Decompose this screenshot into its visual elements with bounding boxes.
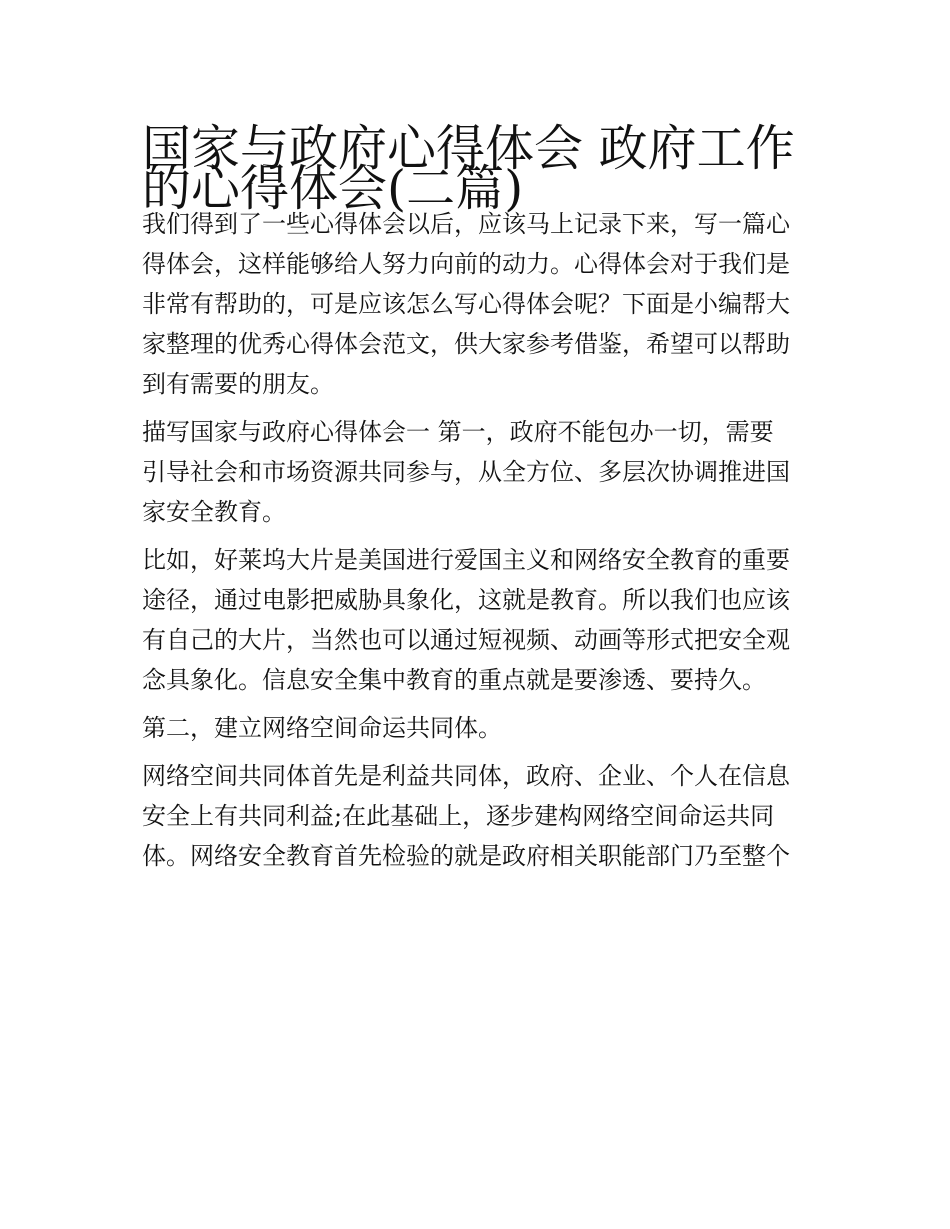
title-line: 的心得体会(二篇) xyxy=(142,160,524,217)
text-line: 体。网络安全教育首先检验的就是政府相关职能部门乃至整个 xyxy=(142,842,790,870)
title-line: 国家与政府心得体会 政府工作 xyxy=(142,120,795,177)
text-line: 我们得到了一些心得体会以后，应该马上记录下来，写一篇心 xyxy=(142,210,790,238)
paragraph-intro xyxy=(142,204,814,404)
document-title xyxy=(142,114,814,217)
text-line: 有自己的大片，当然也可以通过短视频、动画等形式把安全观 xyxy=(142,626,790,654)
document-content xyxy=(142,114,814,876)
text-line: 到有需要的朋友。 xyxy=(142,370,334,398)
text-line: 得体会，这样能够给人努力向前的动力。心得体会对于我们是 xyxy=(142,250,790,278)
text-line: 第二，建立网络空间命运共同体。 xyxy=(142,714,502,742)
document-body xyxy=(142,204,814,876)
text-line: 途径，通过电影把威胁具象化，这就是教育。所以我们也应该 xyxy=(142,586,790,614)
paragraph-first-point xyxy=(142,412,814,532)
paragraph-second-point xyxy=(142,708,814,748)
text-line: 引导社会和市场资源共同参与，从全方位、多层次协调推进国 xyxy=(142,458,790,486)
paragraph-community xyxy=(142,756,814,876)
text-line: 家安全教育。 xyxy=(142,498,286,526)
text-line: 安全上有共同利益;在此基础上，逐步建构网络空间命运共同 xyxy=(142,802,775,830)
text-line: 比如，好莱坞大片是美国进行爱国主义和网络安全教育的重要 xyxy=(142,546,790,574)
text-line: 念具象化。信息安全集中教育的重点就是要渗透、要持久。 xyxy=(142,666,766,694)
text-line: 网络空间共同体首先是利益共同体，政府、企业、个人在信息 xyxy=(142,762,790,790)
text-line: 家整理的优秀心得体会范文，供大家参考借鉴，希望可以帮助 xyxy=(142,330,790,358)
paragraph-example xyxy=(142,540,814,700)
text-line: 描写国家与政府心得体会一 第一，政府不能包办一切，需要 xyxy=(142,418,774,446)
text-line: 非常有帮助的，可是应该怎么写心得体会呢？下面是小编帮大 xyxy=(142,290,790,318)
